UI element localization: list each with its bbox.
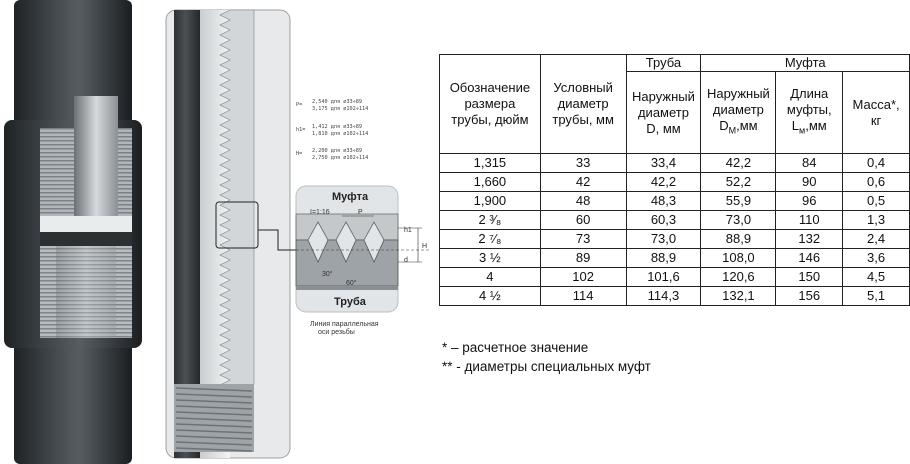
spec-h1-value-2: 1,810 для ⌀102÷114 [312,131,369,137]
cell-length: 150 [776,268,843,287]
pipe-coupling-illustration [0,0,160,464]
cell-pipe-od: 60,3 [626,211,701,230]
header-coupling-group: Муфта [701,55,910,72]
cell-pipe-od: 33,4 [626,154,701,173]
pipe-specification-table [439,54,910,306]
coupling-label: Муфта [332,191,369,203]
cell-size: 3 ½ [440,249,541,268]
cell-coupling-od: 120,6 [701,268,776,287]
cell-mass: 4,5 [843,268,910,287]
spec-h1-value-1: 1,412 для ⌀33÷89 [312,124,362,130]
header-size: Обозначение размера трубы, дюйм [440,55,541,154]
footnotes [442,338,651,376]
cell-mass: 5,1 [843,287,910,306]
thread-profile-detail [296,186,430,336]
cell-coupling-od: 88,9 [701,230,776,249]
cell-pipe-od: 101,6 [626,268,701,287]
cell-pipe-od: 114,3 [626,287,701,306]
cell-nominal: 89 [540,249,626,268]
table-row [440,249,910,268]
footnote-special-couplings: ** - диаметры специальных муфт [442,359,651,374]
cell-size: 2 ⁷⁄₈ [440,230,541,249]
cell-size: 4 [440,268,541,287]
footnote-calculated: * – расчетное значение [442,340,589,355]
table-row [440,154,910,173]
thread-section-drawing [160,0,440,464]
cell-coupling-od: 108,0 [701,249,776,268]
cell-length: 96 [776,192,843,211]
header-coupling-outer-diameter: Наружный диаметр $D_М,мм$ [701,72,776,154]
h1-dimension-label: h1 [404,227,412,234]
pitch-label: P [358,209,363,216]
table-body [440,154,910,306]
thread-spec-lines [296,99,368,161]
table-row [440,211,910,230]
cell-mass: 0,6 [843,173,910,192]
spec-p-value-1: 2,540 для ⌀33÷89 [312,99,362,105]
cell-coupling-od: 55,9 [701,192,776,211]
spec-h1-symbol: h1= [296,127,306,133]
spec-h-value-2: 2,750 для ⌀102÷114 [312,155,369,161]
cell-length: 110 [776,211,843,230]
cell-pipe-od: 42,2 [626,173,701,192]
cell-size: 1,900 [440,192,541,211]
cell-mass: 0,5 [843,192,910,211]
cell-nominal: 33 [540,154,626,173]
cell-size: 1,315 [440,154,541,173]
cell-nominal: 102 [540,268,626,287]
cell-coupling-od: 52,2 [701,173,776,192]
pipe-label: Труба [334,296,366,308]
header-coupling-length: Длина муфты, $L_м,мм$ [776,72,843,154]
spec-h-symbol: H= [296,151,303,157]
spec-p-value-2: 3,175 для ⌀102÷114 [312,106,369,112]
cell-mass: 2,4 [843,230,910,249]
axis-line-label-2: оси резьбы [318,329,355,336]
cell-pipe-od: 88,9 [626,249,701,268]
d-dimension-label: d [404,257,408,264]
spec-h-value-1: 2,200 для ⌀33÷89 [312,148,362,154]
cell-size: 1,660 [440,173,541,192]
table-row [440,268,910,287]
cell-length: 156 [776,287,843,306]
spec-p-symbol: P= [296,102,303,108]
cell-mass: 3,6 [843,249,910,268]
table-row [440,287,910,306]
cell-nominal: 42 [540,173,626,192]
cell-coupling-od: 42,2 [701,154,776,173]
angle-60-label: 60° [346,280,357,287]
h-dimension-label: H [422,243,428,250]
header-mass: Масса*, кг [843,72,910,154]
cell-nominal: 48 [540,192,626,211]
cell-size: 2 ³⁄₈ [440,211,541,230]
cell-coupling-od: 132,1 [701,287,776,306]
cell-nominal: 60 [540,211,626,230]
cell-length: 132 [776,230,843,249]
header-pipe-outer-diameter: Наружный диаметр D, мм [626,72,701,154]
cell-length: 146 [776,249,843,268]
axis-line-label-1: Линия параллельная [310,321,379,328]
table-row [440,192,910,211]
cell-pipe-od: 73,0 [626,230,701,249]
cell-nominal: 114 [540,287,626,306]
header-pipe-group: Труба [626,55,701,72]
cell-coupling-od: 73,0 [701,211,776,230]
cell-mass: 1,3 [843,211,910,230]
table-row [440,173,910,192]
cell-length: 90 [776,173,843,192]
cell-length: 84 [776,154,843,173]
header-nominal-diameter: Условный диаметр трубы, мм [540,55,626,154]
angle-30-label: 30° [322,271,333,278]
table-row [440,230,910,249]
cell-nominal: 73 [540,230,626,249]
taper-label: I=1:16 [310,209,330,216]
cell-size: 4 ½ [440,287,541,306]
cell-mass: 0,4 [843,154,910,173]
cell-pipe-od: 48,3 [626,192,701,211]
